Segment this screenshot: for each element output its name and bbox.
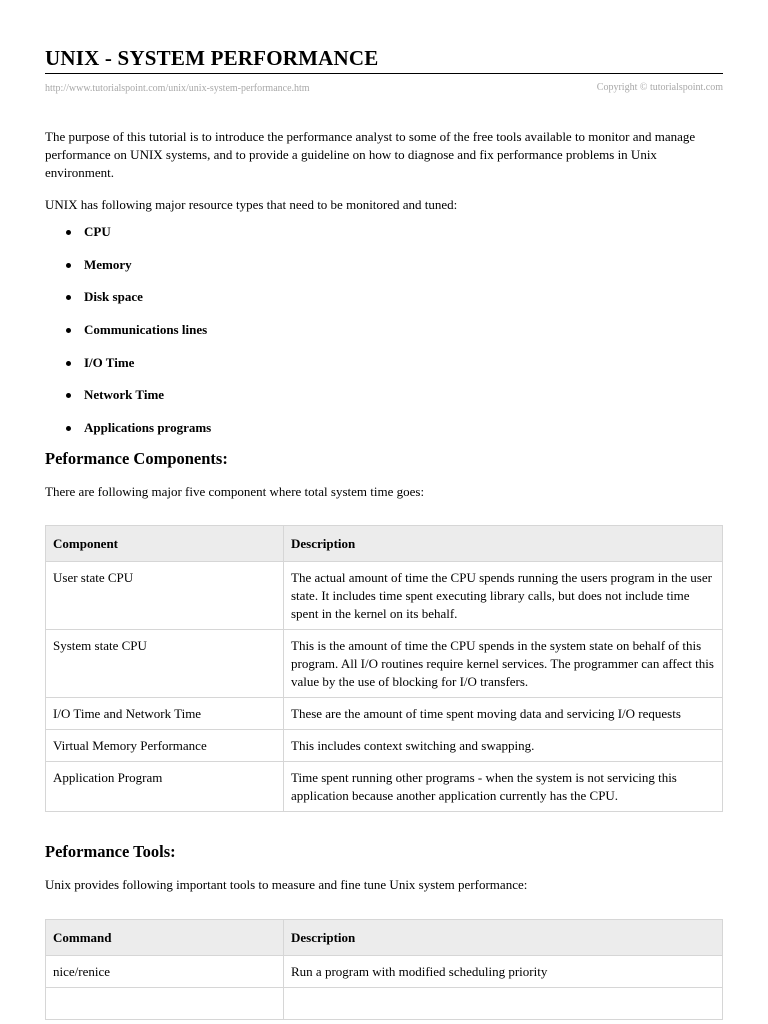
bullet-icon	[66, 393, 71, 398]
table-cell: This is the amount of time the CPU spends in the system state on behalf of this program. All I/O routines require kernel services. The programmer can affect this value by the use of blocking for I/O transfers.	[284, 629, 723, 697]
components-table	[45, 525, 723, 812]
source-url[interactable]: http://www.tutorialspoint.com/unix/unix-system-performance.htm	[45, 83, 310, 94]
title-divider	[45, 73, 723, 74]
tools-lead: Unix provides following important tools to measure and fine tune Unix system performance:	[45, 876, 528, 892]
table-cell: nice/renice	[46, 955, 284, 987]
table-cell: This includes context switching and swapping.	[284, 729, 723, 761]
list-item	[45, 354, 723, 387]
table-cell: System state CPU	[46, 629, 284, 697]
bullet-icon	[66, 230, 71, 235]
table-cell: Virtual Memory Performance	[46, 729, 284, 761]
table-row	[46, 729, 723, 761]
bullet-icon	[66, 263, 71, 268]
table-row	[46, 561, 723, 629]
table-header-row	[46, 525, 723, 561]
bullet-icon	[66, 328, 71, 333]
table-cell: I/O Time and Network Time	[46, 697, 284, 729]
list-item-label: Network Time	[84, 387, 165, 403]
table-row	[46, 761, 723, 811]
table-cell: User state CPU	[46, 561, 284, 629]
list-item-label: Communications lines	[84, 322, 208, 338]
table-header-row	[46, 919, 723, 955]
table-cell: Application Program	[46, 761, 284, 811]
bullet-icon	[66, 361, 71, 366]
intro-paragraph: The purpose of this tutorial is to introduce the performance analyst to some of the free tools available to monitor and manage performance on UNIX systems, and to provide a guideline on how to diagnose and fix performance problems in Unix environment.	[45, 129, 696, 180]
table-cell: Time spent running other programs - when the system is not servicing this application because another application currently has the CPU.	[284, 761, 723, 811]
list-item-label: Applications programs	[84, 420, 212, 436]
list-item-label: CPU	[84, 224, 111, 239]
column-header-description: Description	[284, 525, 723, 561]
table-cell: The actual amount of time the CPU spends running the users program in the user state. It includes time spent executing library calls, but does not include time spent in the kernel on its behalf.	[284, 561, 723, 629]
list-item	[45, 321, 723, 354]
table-row	[46, 987, 723, 1019]
column-header-description: Description	[284, 919, 723, 955]
bullet-icon	[66, 295, 71, 300]
components-lead: There are following major five component where total system time goes:	[45, 483, 425, 499]
resource-types-paragraph: UNIX has following major resource types that need to be monitored and tuned:	[45, 197, 458, 212]
column-header-component: Component	[46, 525, 284, 561]
table-cell	[284, 987, 723, 1019]
list-item	[45, 288, 723, 321]
list-item	[45, 256, 723, 289]
list-item-label: Disk space	[84, 289, 143, 305]
list-item	[45, 223, 723, 256]
copyright-notice: Copyright © tutorialspoint.com	[596, 82, 723, 93]
resource-list	[45, 223, 723, 452]
tools-table	[45, 919, 723, 1020]
table-cell	[46, 987, 284, 1019]
tools-heading: Peformance Tools:	[45, 841, 176, 861]
table-row	[46, 955, 723, 987]
list-item	[45, 419, 723, 452]
column-header-command: Command	[46, 919, 284, 955]
list-item-label: Memory	[84, 256, 132, 272]
page-title: UNIX - SYSTEM PERFORMANCE	[45, 46, 379, 70]
table-row	[46, 697, 723, 729]
bullet-icon	[66, 426, 71, 431]
components-heading: Peformance Components:	[45, 448, 228, 468]
table-cell: Run a program with modified scheduling priority	[284, 955, 723, 987]
document-body	[45, 128, 723, 1020]
table-cell: These are the amount of time spent moving data and servicing I/O requests	[284, 697, 723, 729]
list-item-label: I/O Time	[84, 354, 135, 370]
list-item	[45, 386, 723, 419]
table-row	[46, 629, 723, 697]
